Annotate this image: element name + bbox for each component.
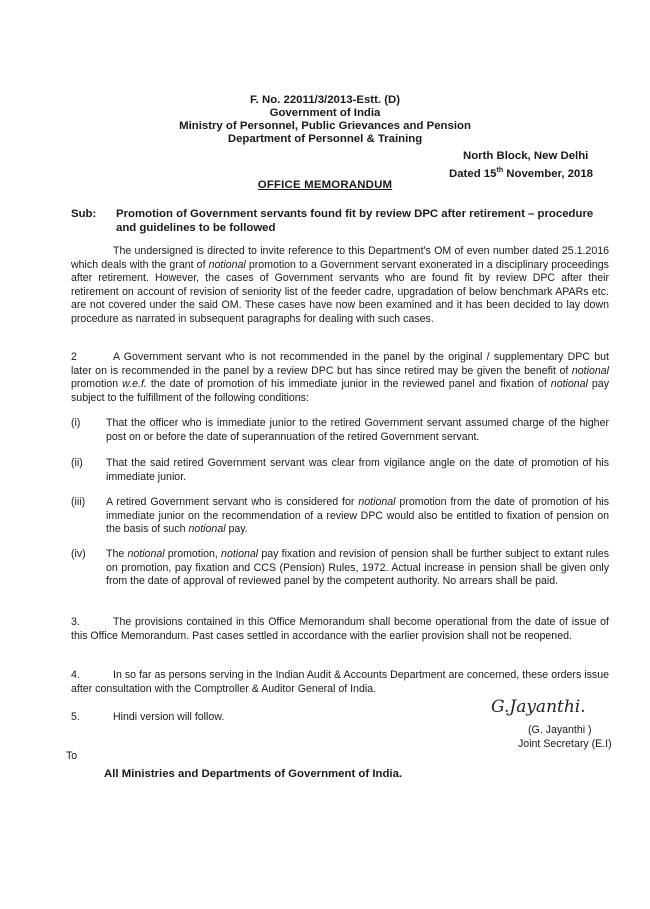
ministry-line: Ministry of Personnel, Public Grievances and Pension: [179, 120, 471, 132]
paragraph-5-number: 5.: [71, 711, 80, 723]
condition-4: [71, 548, 609, 589]
to-label: To: [66, 750, 78, 762]
condition-1-text: That the officer who is immediate junior to the retired Government servant assumed charge of the higher post on or before the date of superannuation of the retired Government servant.: [106, 417, 609, 443]
paragraph-5: [71, 711, 224, 725]
paragraph-2: [71, 351, 609, 405]
condition-3: [71, 496, 609, 537]
place-line: North Block, New Delhi: [463, 150, 589, 162]
paragraph-2-text: A Government servant who is not recommended in the panel by the original / supplementary DPC but later on is recommended in the panel by a review DPC but has since retired may be given the benefit of notional promotion w.e.f. the date of promotion of his immediate junior in the reviewed panel and fixation of notional pay subject to the fulfillment of the following conditions:: [71, 351, 609, 404]
paragraph-1: The undersigned is directed to invite reference to this Department's OM of even number dated 25.1.2016 which deals with the grant of notional promotion to a Government servant exonerated in a disciplinary proceedings after retirement. However, the cases of Government servants who are found fit by review DPC after their retirement on account of revision of seniority list of the feeder cadre, upgradation of below benchmark APARs etc. are not covered under the said OM. These cases have now been examined and it has been decided to lay down procedure as narrated in subsequent paragraphs for dealing with such cases.: [71, 245, 609, 325]
paragraph-2-number: 2: [71, 351, 77, 363]
subject-label: Sub:: [71, 208, 97, 220]
paragraph-4-number: 4.: [71, 669, 80, 681]
condition-3-text: A retired Government servant who is considered for notional promotion from the date of promotion of his immediate junior on the recommendation of a review DPC would also be entitled to fixation of pension on the basis of such notional pay.: [106, 496, 609, 536]
date-line: Dated 15th November, 2018: [449, 167, 594, 180]
paragraph-3: [71, 616, 609, 643]
condition-2: [71, 457, 609, 484]
condition-1-number: (i): [71, 417, 81, 429]
subject-block: [71, 207, 611, 235]
signatory-name: (G. Jayanthi ): [528, 724, 592, 736]
condition-4-number: (iv): [71, 548, 86, 560]
condition-2-text: That the said retired Government servant was clear from vigilance angle on the date of promotion of his immediate junior.: [106, 457, 609, 483]
signatory-designation: Joint Secretary (E.I): [518, 738, 612, 750]
government-line: Government of India: [269, 107, 381, 119]
condition-4-text: The notional promotion, notional pay fixation and revision of pension shall be further subject to extant rules on promotion, pay fixation and CCS (Pension) Rules, 1972. Actual increase in pension shall be given only from the date of approval of reviewed panel by the competent authority. No arrears shall be paid.: [106, 548, 609, 588]
paragraph-3-text: The provisions contained in this Office Memorandum shall become operational from the date of issue of this Office Memorandum. Past cases settled in accordance with the earlier provision shall not be reopened.: [71, 616, 609, 642]
condition-3-number: (iii): [71, 496, 86, 508]
condition-2-number: (ii): [71, 457, 83, 469]
handwritten-signature: G.Jayanthi.: [491, 697, 586, 717]
subject-text: Promotion of Government servants found fit by review DPC after retirement – procedure and guidelines to be followed: [116, 208, 594, 234]
paragraph-4: [71, 669, 609, 696]
paragraph-4-text: In so far as persons serving in the Indian Audit & Accounts Department are concerned, these orders issue after consultation with the Comptroller & Auditor General of India.: [71, 669, 609, 695]
recipients: All Ministries and Departments of Government of India.: [104, 768, 403, 780]
paragraph-3-number: 3.: [71, 616, 80, 628]
condition-1: [71, 417, 609, 444]
document-title: OFFICE MEMORANDUM: [257, 179, 393, 191]
paragraph-5-text: Hindi version will follow.: [113, 711, 225, 723]
file-number: F. No. 22011/3/2013-Estt. (D): [249, 94, 401, 106]
department-line: Department of Personnel & Training: [227, 133, 423, 145]
